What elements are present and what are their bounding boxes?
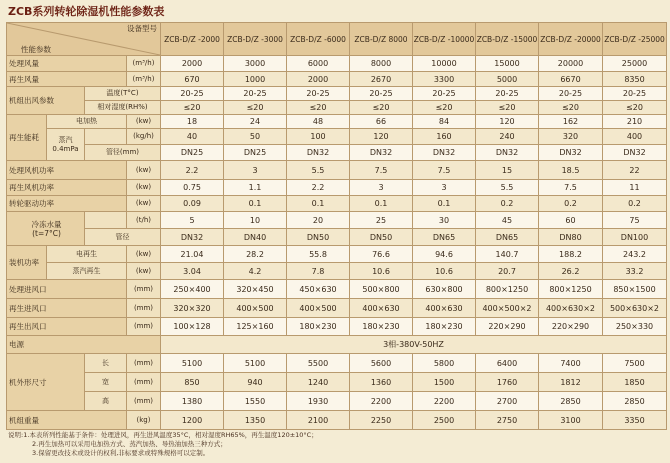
table-cell: 2.2 [161, 161, 224, 180]
row-label: 再生出风口 [7, 318, 127, 336]
table-cell: 2000 [287, 72, 350, 87]
table-cell: 75 [603, 212, 667, 229]
table-cell: 100 [287, 129, 350, 145]
row-label: 处理进风口 [7, 280, 127, 299]
row-unit: (mm) [127, 299, 161, 318]
table-cell: 4.2 [224, 263, 287, 280]
table-cell: 76.6 [350, 246, 413, 263]
table-cell: 10000 [413, 56, 476, 72]
table-cell: 26.2 [539, 263, 603, 280]
row-label: 电再生 [47, 246, 127, 263]
table-cell: 160 [413, 129, 476, 145]
steam-text: 蒸汽 [58, 135, 73, 144]
table-cell: 2250 [350, 411, 413, 430]
row-label: 再生进风口 [7, 299, 127, 318]
table-cell: 180×230 [413, 318, 476, 336]
table-cell: 3 [224, 161, 287, 180]
weight-row [7, 411, 667, 430]
table-cell: DN65 [413, 229, 476, 246]
table-cell: 2850 [603, 392, 667, 411]
row-unit: (kw) [127, 180, 161, 196]
row-unit: (mm) [127, 318, 161, 336]
table-cell: 240 [476, 129, 539, 145]
row-label: 处理风机功率 [7, 161, 127, 180]
table-cell: 21.04 [161, 246, 224, 263]
row-label: 电源 [7, 336, 161, 354]
table-cell: 0.2 [476, 196, 539, 212]
table-cell: 84 [413, 115, 476, 129]
table-cell: 2000 [161, 56, 224, 72]
row-unit: (mm) [127, 392, 161, 411]
table-cell: ≤20 [350, 101, 413, 115]
table-cell: 500×630×2 [603, 299, 667, 318]
row-unit: (m³/h) [127, 72, 161, 87]
table-cell: 5500 [287, 354, 350, 373]
table-cell: 120 [476, 115, 539, 129]
row-label: 宽 [85, 373, 127, 392]
chilled-temp: (t=7°C) [32, 228, 61, 238]
table-cell: 24 [224, 115, 287, 129]
table-cell: 8350 [603, 72, 667, 87]
table-cell: DN32 [287, 145, 350, 161]
power-row [7, 336, 667, 354]
row-label: 管径(mm) [85, 145, 161, 161]
table-cell: DN65 [476, 229, 539, 246]
model-header: ZCB-D/Z -20000 [539, 23, 603, 56]
elec-heat-row [7, 115, 667, 129]
table-cell: 0.1 [224, 196, 287, 212]
table-cell: 2700 [476, 392, 539, 411]
model-header: ZCB-D/Z -2000 [161, 23, 224, 56]
width-row [7, 373, 667, 392]
table-cell: 1.1 [224, 180, 287, 196]
table-cell: 0.1 [287, 196, 350, 212]
table-cell: 15000 [476, 56, 539, 72]
table-cell: 400×630×2 [539, 299, 603, 318]
table-cell: 400×500 [287, 299, 350, 318]
table-cell: 1550 [224, 392, 287, 411]
table-cell: 7400 [539, 354, 603, 373]
table-cell: 220×290 [476, 318, 539, 336]
table-cell: 2750 [476, 411, 539, 430]
page-title: ZCB系列转轮除湿机性能参数表 [8, 5, 165, 18]
regen-outlet-row [7, 318, 667, 336]
table-cell: 18.5 [539, 161, 603, 180]
model-header: ZCB-D/Z -25000 [603, 23, 667, 56]
table-cell: ≤20 [603, 101, 667, 115]
row-label [85, 129, 127, 145]
outlet-rh-row [7, 101, 667, 115]
process-air-row [7, 56, 667, 72]
row-label: 转轮驱动功率 [7, 196, 127, 212]
dim-group-label: 机外形尺寸 [7, 354, 85, 411]
table-cell: 180×230 [350, 318, 413, 336]
table-cell: 3 [350, 180, 413, 196]
table-cell: 320×450 [224, 280, 287, 299]
table-cell: 500×800 [350, 280, 413, 299]
table-cell: 60 [539, 212, 603, 229]
table-cell: 11 [603, 180, 667, 196]
table-cell: 1930 [287, 392, 350, 411]
table-cell: 20-25 [350, 87, 413, 101]
table-cell: 7500 [603, 354, 667, 373]
table-cell: 250×400 [161, 280, 224, 299]
table-cell: ≤20 [224, 101, 287, 115]
row-unit: (kg) [127, 411, 161, 430]
table-cell: 243.2 [603, 246, 667, 263]
row-label: 机组重量 [7, 411, 127, 430]
outlet-group-label: 机组出风参数 [7, 87, 85, 115]
table-cell: 5800 [413, 354, 476, 373]
table-cell: 1360 [350, 373, 413, 392]
table-cell: 3100 [539, 411, 603, 430]
table-cell: 670 [161, 72, 224, 87]
table-cell: 0.2 [539, 196, 603, 212]
row-label: 温度(T°C) [85, 87, 161, 101]
length-row [7, 354, 667, 373]
row-label: 再生风量 [7, 72, 127, 87]
table-cell: 400×630 [413, 299, 476, 318]
row-unit: (kg/h) [127, 129, 161, 145]
table-cell: DN32 [603, 145, 667, 161]
table-cell: 40 [161, 129, 224, 145]
table-cell: 28.2 [224, 246, 287, 263]
table-cell: 850 [161, 373, 224, 392]
table-cell: 10 [224, 212, 287, 229]
table-cell: 320×320 [161, 299, 224, 318]
table-cell: DN50 [350, 229, 413, 246]
table-cell: DN32 [350, 145, 413, 161]
table-cell: 5100 [161, 354, 224, 373]
table-cell: 125×160 [224, 318, 287, 336]
row-label: 电加热 [47, 115, 127, 129]
steam-regen-row [7, 263, 667, 280]
table-cell: 1500 [413, 373, 476, 392]
table-cell: ≤20 [161, 101, 224, 115]
table-cell: 0.75 [161, 180, 224, 196]
note-line: 2.再生加热可以采用电加热方式、蒸汽加热、导热油加热三种方式； [32, 440, 227, 448]
table-cell: 5.5 [287, 161, 350, 180]
table-cell: 2850 [539, 392, 603, 411]
table-cell: 0.09 [161, 196, 224, 212]
row-unit: (kw) [127, 161, 161, 180]
table-cell: 7.8 [287, 263, 350, 280]
table-cell: 0.1 [413, 196, 476, 212]
row-label [85, 212, 127, 229]
height-row [7, 392, 667, 411]
table-cell: 162 [539, 115, 603, 129]
row-unit: (mm) [127, 373, 161, 392]
regen-fan-row [7, 180, 667, 196]
table-cell: 400 [603, 129, 667, 145]
table-cell: 20-25 [413, 87, 476, 101]
param-label: 性能参数 [21, 45, 51, 54]
row-unit: (kw) [127, 196, 161, 212]
steam-label [47, 129, 85, 161]
table-cell: 3 [413, 180, 476, 196]
row-label: 高 [85, 392, 127, 411]
row-label: 相对湿度(RH%) [85, 101, 161, 115]
table-cell: 7.5 [539, 180, 603, 196]
table-cell: 450×630 [287, 280, 350, 299]
table-cell: 48 [287, 115, 350, 129]
table-cell: 7.5 [413, 161, 476, 180]
table-cell: 3300 [413, 72, 476, 87]
elec-regen-row [7, 246, 667, 263]
model-header: ZCB-D/Z -15000 [476, 23, 539, 56]
row-unit: (mm) [127, 280, 161, 299]
table-cell: ≤20 [539, 101, 603, 115]
table-cell: 45 [476, 212, 539, 229]
table-cell: ≤20 [476, 101, 539, 115]
table-cell: 8000 [350, 56, 413, 72]
table-cell: DN32 [539, 145, 603, 161]
chilled-label [7, 212, 85, 246]
table-cell: 2100 [287, 411, 350, 430]
row-label: 管径 [85, 229, 161, 246]
steam-pipe-row [7, 145, 667, 161]
table-cell: DN100 [603, 229, 667, 246]
row-label: 蒸汽再生 [47, 263, 127, 280]
table-cell: 20 [287, 212, 350, 229]
header-diagonal-cell [7, 23, 161, 56]
regen-inlet-row [7, 299, 667, 318]
table-cell: ≤20 [287, 101, 350, 115]
row-unit: (t/h) [127, 212, 161, 229]
table-cell: 30 [413, 212, 476, 229]
table-cell: DN80 [539, 229, 603, 246]
table-cell: 66 [350, 115, 413, 129]
header-row [7, 23, 667, 56]
table-cell: 20-25 [539, 87, 603, 101]
chilled-text: 冷冻水量 [31, 219, 62, 229]
table-cell: 6400 [476, 354, 539, 373]
table-cell: 20-25 [476, 87, 539, 101]
table-cell: 7.5 [350, 161, 413, 180]
table-cell: 400×500 [224, 299, 287, 318]
install-group-label: 装机功率 [7, 246, 47, 280]
table-cell: 3350 [603, 411, 667, 430]
table-cell: 25000 [603, 56, 667, 72]
steam-pressure: 0.4mPa [52, 144, 79, 153]
table-cell: 2200 [350, 392, 413, 411]
power-value: 3相-380V-50HZ [161, 336, 667, 354]
spec-table [6, 22, 667, 430]
table-cell: 20.7 [476, 263, 539, 280]
table-cell: 800×1250 [539, 280, 603, 299]
rotor-drive-row [7, 196, 667, 212]
table-cell: 400×630 [350, 299, 413, 318]
table-cell: 20-25 [224, 87, 287, 101]
table-cell: 2200 [413, 392, 476, 411]
table-cell: 5600 [350, 354, 413, 373]
row-unit: (kw) [127, 115, 161, 129]
model-label: 设备型号 [127, 24, 157, 33]
model-header: ZCB-D/Z -3000 [224, 23, 287, 56]
table-cell: 55.8 [287, 246, 350, 263]
table-cell: 3000 [224, 56, 287, 72]
table-cell: 250×330 [603, 318, 667, 336]
table-cell: 20-25 [161, 87, 224, 101]
row-label: 长 [85, 354, 127, 373]
chilled-pipe-row [7, 229, 667, 246]
table-cell: DN40 [224, 229, 287, 246]
table-cell: 5000 [476, 72, 539, 87]
notes-block [8, 431, 318, 458]
chilled-flow-row [7, 212, 667, 229]
table-cell: 220×290 [539, 318, 603, 336]
table-cell: 0.1 [350, 196, 413, 212]
table-cell: 120 [350, 129, 413, 145]
table-cell: DN25 [224, 145, 287, 161]
regen-air-row [7, 72, 667, 87]
table-cell: 6670 [539, 72, 603, 87]
table-cell: 2670 [350, 72, 413, 87]
table-cell: 1812 [539, 373, 603, 392]
note-line: 3.保留更改技术或设计的权利,非标要求或特殊规格可以定制。 [32, 449, 210, 457]
table-cell: ≤20 [413, 101, 476, 115]
table-cell: 630×800 [413, 280, 476, 299]
outlet-temp-row [7, 87, 667, 101]
table-cell: 22 [603, 161, 667, 180]
table-cell: DN50 [287, 229, 350, 246]
table-cell: 3.04 [161, 263, 224, 280]
table-cell: 20000 [539, 56, 603, 72]
model-header: ZCB-D/Z 8000 [350, 23, 413, 56]
table-cell: 1760 [476, 373, 539, 392]
table-cell: 0.2 [603, 196, 667, 212]
table-cell: 5.5 [476, 180, 539, 196]
table-cell: 10.6 [413, 263, 476, 280]
regen-group-label: 再生能耗 [7, 115, 47, 161]
table-cell: 2500 [413, 411, 476, 430]
table-cell: DN32 [413, 145, 476, 161]
table-cell: 850×1500 [603, 280, 667, 299]
table-cell: 180×230 [287, 318, 350, 336]
table-cell: 800×1250 [476, 280, 539, 299]
table-cell: 20-25 [287, 87, 350, 101]
table-cell: 20-25 [603, 87, 667, 101]
table-cell: 1850 [603, 373, 667, 392]
row-unit: (kw) [127, 246, 161, 263]
model-header: ZCB-D/Z -10000 [413, 23, 476, 56]
table-cell: 210 [603, 115, 667, 129]
table-cell: 320 [539, 129, 603, 145]
table-cell: 10.6 [350, 263, 413, 280]
table-cell: 33.2 [603, 263, 667, 280]
table-cell: 140.7 [476, 246, 539, 263]
table-cell: 5 [161, 212, 224, 229]
table-cell: 400×500×2 [476, 299, 539, 318]
row-label: 再生风机功率 [7, 180, 127, 196]
row-label: 处理风量 [7, 56, 127, 72]
table-cell: 5100 [224, 354, 287, 373]
model-header: ZCB-D/Z -6000 [287, 23, 350, 56]
table-cell: 50 [224, 129, 287, 145]
row-unit: (mm) [127, 354, 161, 373]
table-cell: 6000 [287, 56, 350, 72]
table-cell: DN25 [161, 145, 224, 161]
table-cell: 94.6 [413, 246, 476, 263]
process-inlet-row [7, 280, 667, 299]
table-cell: 18 [161, 115, 224, 129]
table-cell: DN32 [476, 145, 539, 161]
table-cell: 188.2 [539, 246, 603, 263]
table-cell: 100×128 [161, 318, 224, 336]
table-cell: 1350 [224, 411, 287, 430]
table-cell: 2.2 [287, 180, 350, 196]
row-unit: (m³/h) [127, 56, 161, 72]
table-cell: 1000 [224, 72, 287, 87]
table-cell: DN32 [161, 229, 224, 246]
note-line: 说明:1.本表所列性能基于条件：处理进风，再生进风温度35°C，相对湿度RH65%，再生温度120±10°C； [8, 431, 318, 439]
table-cell: 25 [350, 212, 413, 229]
row-unit: (kw) [127, 263, 161, 280]
table-cell: 1240 [287, 373, 350, 392]
steam-flow-row [7, 129, 667, 145]
table-cell: 940 [224, 373, 287, 392]
table-cell: 15 [476, 161, 539, 180]
table-cell: 1200 [161, 411, 224, 430]
process-fan-row [7, 161, 667, 180]
table-cell: 1380 [161, 392, 224, 411]
